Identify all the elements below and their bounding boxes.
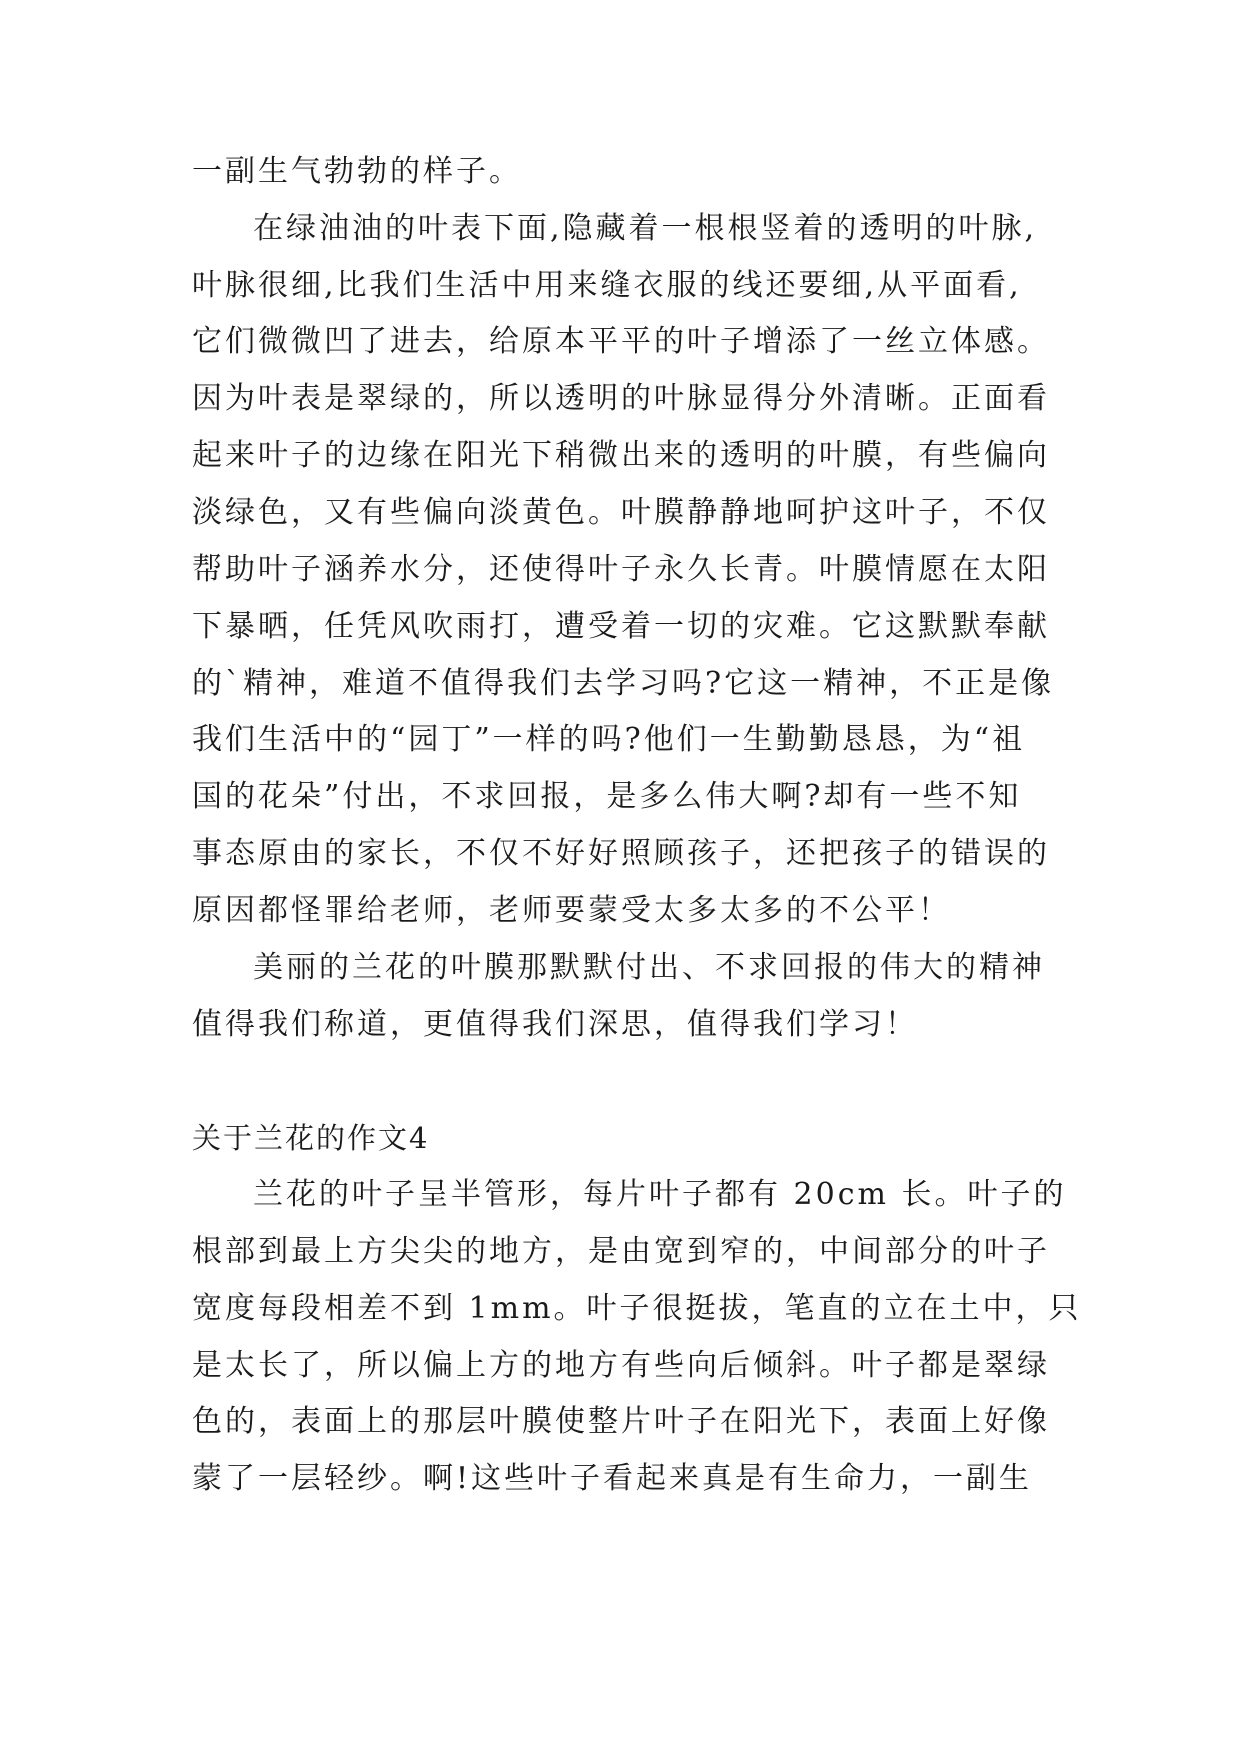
- paragraph-line: 原因都怪罪给老师，老师要蒙受太多太多的不公平！: [192, 893, 951, 928]
- paragraph-line: 是太长了，所以偏上方的地方有些向后倾斜。叶子都是翠绿: [192, 1348, 1050, 1383]
- paragraph-line: 一副生气勃勃的样子。: [192, 154, 522, 189]
- paragraph-line: 淡绿色，又有些偏向淡黄色。叶膜静静地呵护这叶子，不仅: [192, 495, 1050, 530]
- paragraph-line: 值得我们称道，更值得我们深思，值得我们学习！: [192, 1007, 918, 1042]
- paragraph-line: 帮助叶子涵养水分，还使得叶子永久长青。叶膜情愿在太阳: [192, 552, 1050, 587]
- paragraph-line: 根部到最上方尖尖的地方，是由宽到窄的，中间部分的叶子: [192, 1234, 1050, 1269]
- paragraph-line: 叶脉很细,比我们生活中用来缝衣服的线还要细,从平面看,: [192, 268, 1022, 303]
- paragraph-line: 色的，表面上的那层叶膜使整片叶子在阳光下，表面上好像: [192, 1404, 1050, 1439]
- section-heading: 关于兰花的作文4: [192, 1121, 430, 1155]
- paragraph-line: 它们微微凹了进去，给原本平平的叶子增添了一丝立体感。: [192, 324, 1050, 359]
- paragraph-line: 因为叶表是翠绿的，所以透明的叶脉显得分外清晰。正面看: [192, 381, 1050, 416]
- paragraph-line: 我们生活中的“园丁”一样的吗?他们一生勤勤恳恳，为“祖: [192, 722, 1026, 757]
- paragraph-line: 下暴晒，任凭风吹雨打，遭受着一切的灾难。它这默默奉献: [192, 609, 1050, 644]
- paragraph-line: 国的花朵”付出，不求回报，是多么伟大啊?却有一些不知: [192, 779, 1022, 814]
- paragraph-line: 宽度每段相差不到 1mm。叶子很挺拔，笔直的立在土中，只: [192, 1291, 1082, 1326]
- paragraph-line: 兰花的叶子呈半管形，每片叶子都有 20cm 长。叶子的: [253, 1177, 1067, 1212]
- paragraph-line: 事态原由的家长，不仅不好好照顾孩子，还把孩子的错误的: [192, 836, 1050, 871]
- paragraph-line: 美丽的兰花的叶膜那默默付出、不求回报的伟大的精神: [253, 950, 1045, 985]
- paragraph-line: 蒙了一层轻纱。啊!这些叶子看起来真是有生命力，一副生: [192, 1461, 1033, 1496]
- paragraph-line: 起来叶子的边缘在阳光下稍微出来的透明的叶膜，有些偏向: [192, 438, 1050, 473]
- paragraph-line: 的`精神，难道不值得我们去学习吗?它这一精神，不正是像: [192, 666, 1055, 701]
- paragraph-line: 在绿油油的叶表下面,隐藏着一根根竖着的透明的叶脉,: [253, 211, 1038, 246]
